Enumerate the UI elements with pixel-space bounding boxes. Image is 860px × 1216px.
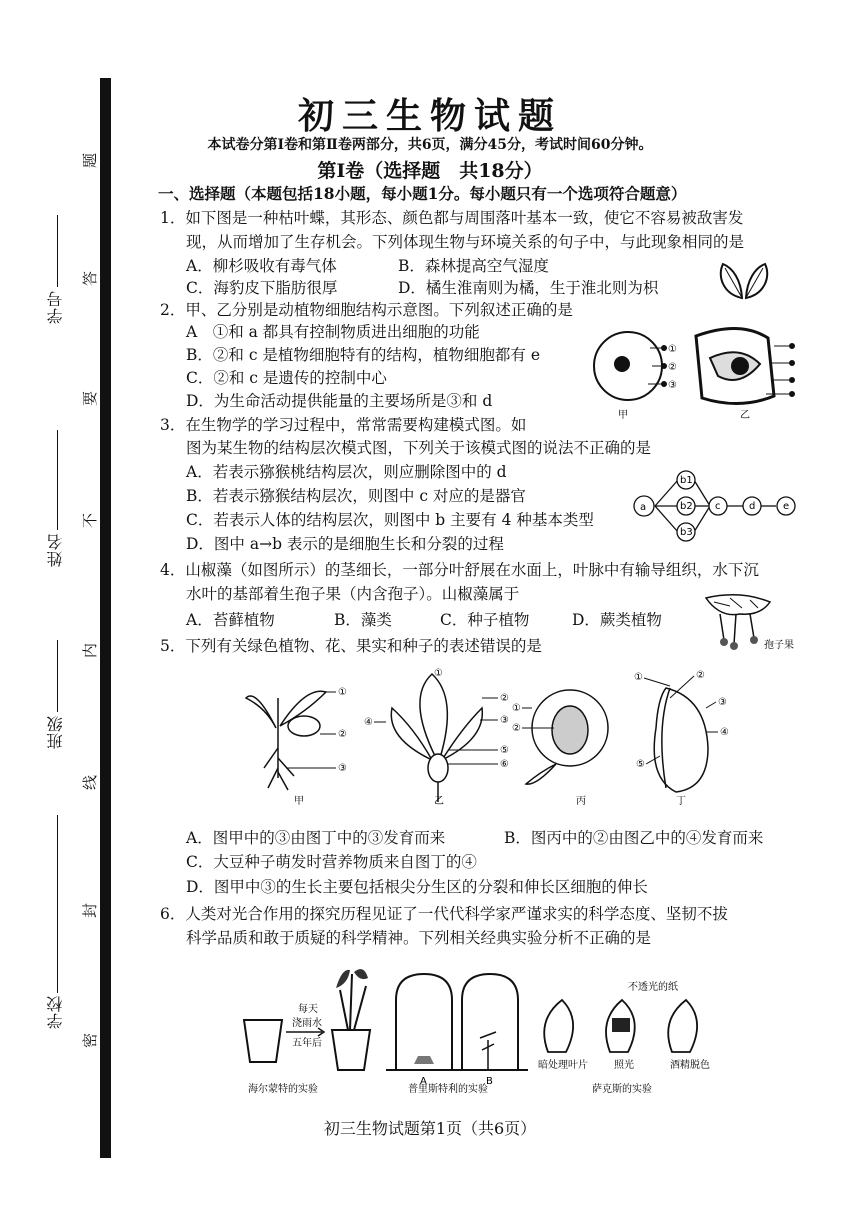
- svg-text:d: d: [749, 501, 756, 512]
- svg-text:②: ②: [338, 729, 347, 740]
- question-3-line: 3．在生物学的学习过程中，常常需要构建模式图。如: [160, 416, 527, 434]
- name-label: 姓名: [46, 533, 65, 567]
- svg-text:照光: 照光: [614, 1060, 634, 1071]
- svg-text:不透光的纸: 不透光的纸: [628, 982, 678, 993]
- binding-margin-bar: [100, 78, 111, 1158]
- student-id-label: 学号: [46, 290, 65, 324]
- option-b: B．图丙中的②由图乙中的④发育而来: [504, 829, 764, 847]
- svg-text:②: ②: [512, 723, 521, 734]
- seal-char: 内: [81, 642, 100, 659]
- svg-text:⑤: ⑤: [636, 759, 645, 770]
- svg-text:甲: 甲: [294, 796, 304, 807]
- question-1-line: 现，从而增加了生存机会。下列体现生物与环境关系的句子中，与此现象相同的是: [186, 233, 745, 251]
- svg-text:五年后: 五年后: [292, 1038, 322, 1049]
- school-label: 学校: [46, 995, 65, 1029]
- svg-text:e: e: [783, 501, 790, 512]
- question-6-line: 科学品质和敢于质疑的科学精神。下列相关经典实验分析不正确的是: [186, 929, 652, 947]
- svg-text:浇雨水: 浇雨水: [292, 1018, 322, 1029]
- cell-caption: 乙: [740, 410, 750, 421]
- seal-char: 不: [81, 512, 100, 529]
- cell-diagrams-figure: [590, 318, 805, 428]
- svg-text:②: ②: [696, 670, 705, 681]
- question-6-line: 6．人类对光合作用的探究历程见证了一代代科学家严谨求实的科学态度、坚韧不拔: [160, 905, 728, 923]
- option-b: B．森林提高空气湿度: [398, 257, 549, 275]
- option-d: D．图中 a→b 表示的是细胞生长和分裂的过程: [186, 535, 504, 553]
- leaf-butterfly-figure: [715, 258, 773, 306]
- seal-char: 线: [81, 774, 100, 791]
- option-d: D．为生命活动提供能量的主要场所是③和 d: [186, 392, 493, 410]
- question-2-line: 2．甲、乙分别是动植物细胞结构示意图。下列叙述正确的是: [160, 301, 573, 319]
- option-a: A．若表示猕猴桃结构层次，则应删除图中的 d: [186, 463, 507, 481]
- class-blank[interactable]: [57, 640, 58, 712]
- svg-text:⑥: ⑥: [500, 759, 509, 770]
- svg-text:①: ①: [668, 344, 677, 355]
- svg-text:酒精脱色: 酒精脱色: [670, 1060, 710, 1071]
- svg-text:①: ①: [512, 703, 521, 714]
- option-b: B．若表示猕猴结构层次，则图中 c 对应的是器官: [186, 487, 526, 505]
- option-d: D．图甲中③的生长主要包括根尖分生区的分裂和伸长区细胞的伸长: [186, 878, 648, 896]
- svg-text:①: ①: [634, 672, 643, 683]
- question-5-line: 5．下列有关绿色植物、花、果实和种子的表述错误的是: [160, 637, 542, 655]
- option-b: B．②和 c 是植物细胞特有的结构，植物细胞都有 e: [186, 346, 541, 364]
- spore-label: 孢子果: [764, 640, 794, 651]
- seal-char: 答: [81, 270, 100, 287]
- class-label: 班级: [46, 715, 65, 749]
- option-c: C．若表示人体的结构层次，则图中 b 主要有 4 种基本类型: [186, 511, 594, 529]
- svg-text:③: ③: [718, 697, 727, 708]
- question-4-line: 水叶的基部着生孢子果（内含孢子）。山椒藻属于: [186, 585, 520, 603]
- svg-text:①: ①: [434, 668, 443, 679]
- seal-char: 题: [81, 152, 100, 169]
- figure-caption: 萨克斯的实验: [592, 1084, 652, 1095]
- svg-text:③: ③: [500, 715, 509, 726]
- svg-text:乙: 乙: [434, 796, 444, 807]
- cell-caption: 甲: [618, 410, 628, 421]
- exam-instructions: 本试卷分第Ⅰ卷和第Ⅱ卷两部分，共6页，满分45分，考试时间60分钟。: [207, 137, 653, 153]
- page-title: 初三生物试题: [297, 95, 562, 137]
- page-footer: 初三生物试题第1页（共6页）: [323, 1119, 537, 1138]
- section-heading: 一、选择题（本题包括18小题，每小题1分。每小题只有一个选项符合题意）: [158, 184, 687, 203]
- option-c: C．大豆种子萌发时营养物质来自图丁的④: [186, 853, 477, 871]
- option-b: B．藻类: [334, 611, 392, 629]
- option-a: A．苔藓植物: [186, 611, 275, 629]
- option-a: A ①和 a 都具有控制物质进出细胞的功能: [186, 323, 480, 341]
- option-a: A．图甲中的③由图丁中的③发育而来: [186, 829, 446, 847]
- school-blank[interactable]: [57, 815, 58, 993]
- name-blank[interactable]: [57, 430, 58, 530]
- plant-structures-figure: [236, 668, 756, 808]
- svg-text:③: ③: [338, 763, 347, 774]
- svg-text:⑤: ⑤: [500, 745, 509, 756]
- option-c: C．海豹皮下脂肪很厚: [186, 279, 338, 297]
- svg-text:④: ④: [720, 727, 729, 738]
- svg-text:②: ②: [668, 362, 677, 373]
- water-fern-figure: [700, 588, 800, 652]
- svg-text:丙: 丙: [576, 796, 586, 807]
- seal-char: 要: [81, 390, 100, 407]
- svg-text:③: ③: [668, 380, 677, 391]
- svg-text:b2: b2: [680, 501, 693, 512]
- option-c: C．种子植物: [440, 611, 530, 629]
- question-4-line: 4．山椒藻（如图所示）的茎细长，一部分叶舒展在水面上，叶脉中有输导组织，水下沉: [160, 561, 759, 579]
- seal-char: 封: [81, 902, 100, 919]
- svg-text:a: a: [640, 502, 647, 513]
- question-3-line: 图为某生物的结构层次模式图，下列关于该模式图的说法不正确的是: [186, 439, 652, 457]
- option-d: D．蕨类植物: [572, 611, 662, 629]
- svg-text:②: ②: [500, 693, 509, 704]
- figure-caption: 海尔蒙特的实验: [248, 1084, 318, 1095]
- option-a: A．柳杉吸收有毒气体: [186, 257, 337, 275]
- svg-text:④: ④: [364, 717, 373, 728]
- student-id-blank[interactable]: [57, 215, 58, 287]
- question-1-line: 1．如下图是一种枯叶蝶，其形态、颜色都与周围落叶基本一致，使它不容易被敌害发: [160, 209, 744, 227]
- option-c: C．②和 c 是遗传的控制中心: [186, 369, 387, 387]
- svg-text:c: c: [715, 501, 721, 512]
- seal-char: 密: [81, 1032, 100, 1049]
- svg-text:b1: b1: [680, 475, 693, 486]
- figure-caption: 普里斯特利的实验: [408, 1084, 488, 1095]
- structure-level-diagram: [630, 462, 805, 544]
- svg-text:b3: b3: [680, 527, 693, 538]
- svg-text:丁: 丁: [676, 796, 686, 807]
- svg-text:暗处理叶片: 暗处理叶片: [538, 1060, 588, 1071]
- svg-text:A: A: [420, 1076, 427, 1087]
- svg-text:B: B: [486, 1076, 493, 1087]
- photosynthesis-experiments-figure: [236, 960, 736, 1100]
- svg-text:①: ①: [338, 687, 347, 698]
- svg-text:每天: 每天: [298, 1004, 318, 1015]
- volume-heading: 第Ⅰ卷（选择题 共18分）: [317, 160, 543, 182]
- option-d: D．橘生淮南则为橘，生于淮北则为枳: [398, 279, 659, 297]
